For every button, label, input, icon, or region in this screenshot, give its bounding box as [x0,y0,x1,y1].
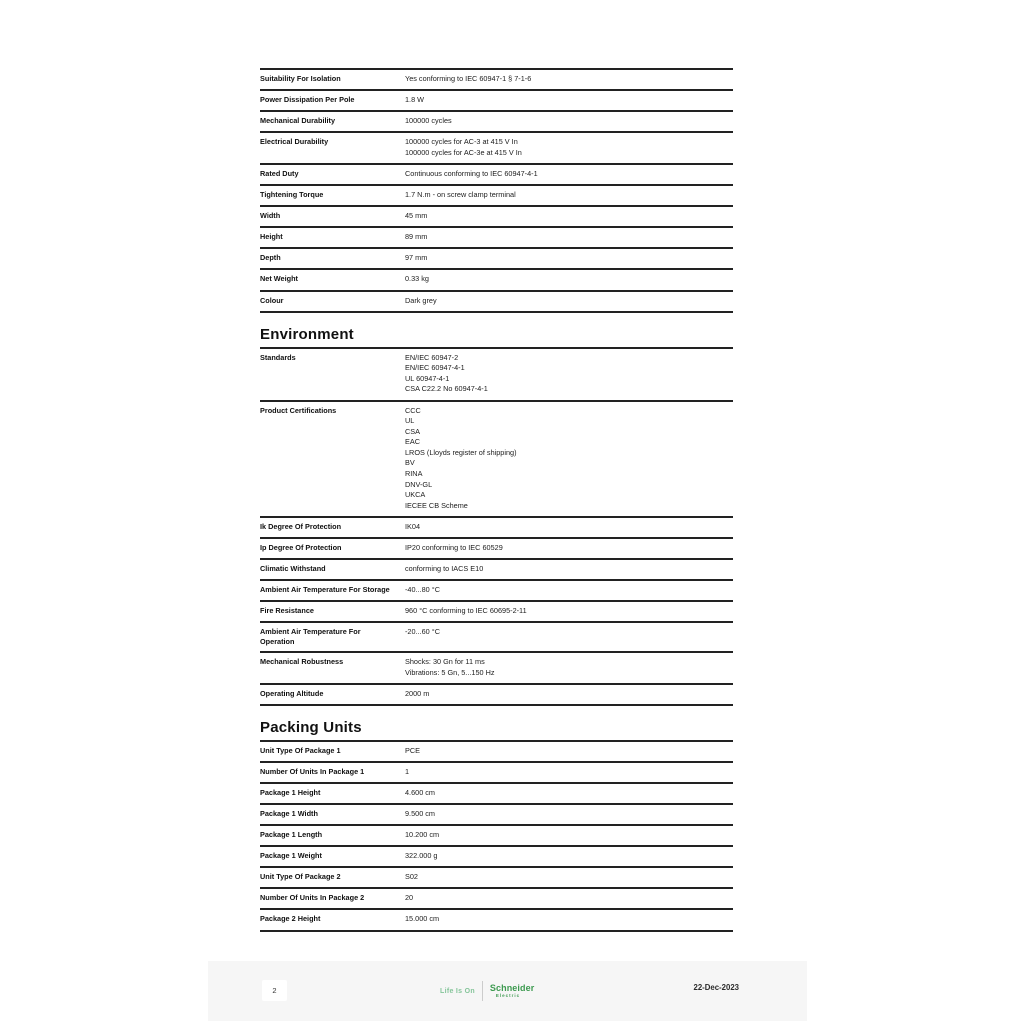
spec-row-label: Ambient Air Temperature For Storage [260,585,390,595]
spec-row-value [405,74,733,85]
spec-row-value [405,689,733,700]
spec-row-label: Suitability For Isolation [260,74,341,83]
spec-row-value [405,767,733,778]
spec-value-line: -40...80 °C [405,585,440,595]
spec-row-value [405,116,733,127]
spec-value-line: 1.7 N.m - on screw clamp terminal [405,190,516,200]
spec-row-value [405,95,733,106]
spec-row [260,868,733,889]
spec-value-line: 322.000 g [405,851,438,861]
spec-row-value [405,169,733,180]
brand-tagline: Life Is On [440,987,475,995]
spec-row-value [405,406,733,512]
spec-row-label: Unit Type Of Package 1 [260,745,341,755]
spec-row [260,623,733,653]
brand-divider [482,981,483,1001]
spec-row-value [405,746,733,757]
spec-value-line: 1 [405,766,410,776]
spec-row [260,270,733,291]
spec-row-value [405,851,733,862]
spec-value-line: UL [405,416,415,426]
spec-row-value [405,253,733,264]
spec-value-line: 2000 m [405,688,430,698]
spec-row-label: Package 1 Length [260,830,323,840]
section-heading: Environment [260,313,733,349]
spec-row-value [405,190,733,201]
spec-row-label: Mechanical Durability [260,116,336,126]
spec-row-value [405,274,733,285]
spec-row [260,349,733,402]
spec-row-label: Rated Duty [260,168,299,178]
brand-name: Schneider [489,982,535,993]
spec-row-value [405,211,733,222]
spec-row [260,826,733,847]
spec-value-line: 97 mm [405,253,428,263]
spec-value-line: 15.000 cm [405,914,440,924]
spec-row-label: Standards [260,352,296,362]
spec-value-line: 0.33 kg [405,274,429,284]
spec-value-line: RINA [405,469,423,479]
spec-row [260,602,733,623]
document-date: 22-Dec-2023 [693,983,739,992]
spec-row [260,805,733,826]
spec-row [260,518,733,539]
spec-value-line: 100000 cycles for AC-3 at 415 V In [405,137,518,147]
spec-row [260,186,733,207]
spec-row-value [405,137,733,158]
spec-value-line: 10.200 cm [405,830,440,840]
spec-value-line: Vibrations: 5 Gn, 5...150 Hz [405,667,495,677]
spec-row-label: Colour [260,295,284,305]
spec-row [260,653,733,685]
spec-row [260,539,733,560]
spec-row [260,685,733,706]
spec-row-value [405,914,733,925]
spec-row-label: Fire Resistance [260,606,314,616]
spec-row-value [405,522,733,533]
spec-row-value [405,872,733,883]
brand-sub-name: Electric [495,992,521,998]
spec-row-label: Ip Degree Of Protection [260,543,342,553]
spec-row [260,763,733,784]
spec-value-line: UKCA [405,490,426,500]
spec-row [260,402,733,518]
spec-value-line: Continuous conforming to IEC 60947-4-1 [405,168,538,178]
spec-row-label: Depth [260,253,281,263]
spec-value-line: 20 [405,893,414,903]
spec-value-line: UL 60947-4-1 [405,373,450,383]
spec-rows [260,349,733,706]
spec-value-line: EN/IEC 60947-2 [405,352,459,362]
spec-row-label: Width [260,211,281,221]
spec-row [260,910,733,931]
spec-value-line: 960 °C conforming to IEC 60695-2-11 [405,606,527,616]
spec-value-line: 100000 cycles [405,116,452,126]
page-footer [208,961,807,1021]
spec-row-label: Tightening Torque [260,190,324,200]
spec-value-line: CSA [405,426,421,436]
spec-row-value [405,543,733,554]
spec-row-value [405,232,733,243]
spec-row-label: Net Weight [260,274,298,284]
spec-value-line: IECEE CB Scheme [405,500,468,510]
spec-row-label: Height [260,232,283,242]
spec-row [260,560,733,581]
spec-row-label: Number Of Units In Package 1 [260,766,365,776]
spec-row-label: Package 1 Height [260,787,321,797]
spec-row [260,165,733,186]
spec-value-line: LROS (Lloyds register of shipping) [405,447,517,457]
spec-value-line: Shocks: 30 Gn for 11 ms [405,656,485,666]
spec-row-value [405,809,733,820]
spec-value-line: 45 mm [405,211,428,221]
spec-row-label: Package 1 Weight [260,851,322,861]
spec-row-value [405,296,733,307]
spec-row-value [405,830,733,841]
spec-row-label: Electrical Durability [260,137,329,147]
spec-row-value [405,564,733,575]
spec-row [260,228,733,249]
spec-value-line: IK04 [405,521,421,531]
section-heading: Packing Units [260,706,733,742]
spec-row-label: Unit Type Of Package 2 [260,872,341,882]
spec-row [260,91,733,112]
spec-value-line: conforming to IACS E10 [405,564,484,574]
spec-row-value [405,788,733,799]
spec-value-line: Dark grey [405,295,437,305]
spec-row-value [405,627,733,646]
spec-rows [260,742,733,932]
spec-row-value [405,657,733,678]
spec-row-label: Ambient Air Temperature For Operation [260,627,361,646]
brand-logo-group [440,961,534,1021]
spec-value-line: 100000 cycles for AC-3e at 415 V In [405,147,522,157]
page-number: 2 [272,986,277,995]
spec-section [260,313,733,706]
spec-value-line: S02 [405,872,418,882]
spec-row [260,249,733,270]
spec-section [260,706,733,932]
spec-row [260,70,733,91]
spec-row [260,292,733,313]
spec-row-label: Package 1 Width [260,808,318,818]
spec-row-label: Climatic Withstand [260,564,326,574]
spec-value-line: Yes conforming to IEC 60947-1 § 7-1-6 [405,74,532,83]
spec-row [260,784,733,805]
spec-value-line: CSA C22.2 No 60947-4-1 [405,384,488,394]
spec-value-line: EAC [405,437,421,447]
spec-row-value [405,893,733,904]
spec-row-value [405,606,733,617]
spec-row-label: Operating Altitude [260,688,324,698]
spec-section [260,68,733,313]
spec-row-label: Number Of Units In Package 2 [260,893,365,903]
spec-value-line: EN/IEC 60947-4-1 [405,363,465,373]
spec-value-line: PCE [405,745,421,755]
spec-value-line: 4.600 cm [405,787,436,797]
spec-row-label: Mechanical Robustness [260,656,344,666]
spec-row [260,847,733,868]
spec-row [260,581,733,602]
spec-row-value [405,353,733,395]
spec-value-line: 9.500 cm [405,808,436,818]
spec-value-line: DNV-GL [405,479,433,489]
spec-row [260,742,733,763]
spec-rows [260,68,733,313]
page-number-badge [262,980,287,1001]
spec-row-label: Package 2 Height [260,914,321,924]
schneider-electric-logo [490,984,534,999]
spec-value-line: 89 mm [405,232,428,242]
spec-value-line: -20...60 °C [405,627,440,637]
spec-row [260,133,733,165]
spec-row-label: Ik Degree Of Protection [260,521,342,531]
spec-value-line: IP20 conforming to IEC 60529 [405,543,503,553]
spec-value-line: CCC [405,405,421,415]
spec-value-line: 1.8 W [405,95,425,105]
spec-row [260,112,733,133]
spec-row [260,889,733,910]
spec-tables [260,68,733,932]
spec-row-label: Power Dissipation Per Pole [260,95,355,105]
spec-row-label: Product Certifications [260,405,337,415]
spec-row-value [405,585,733,596]
spec-row [260,207,733,228]
spec-value-line: BV [405,458,415,468]
